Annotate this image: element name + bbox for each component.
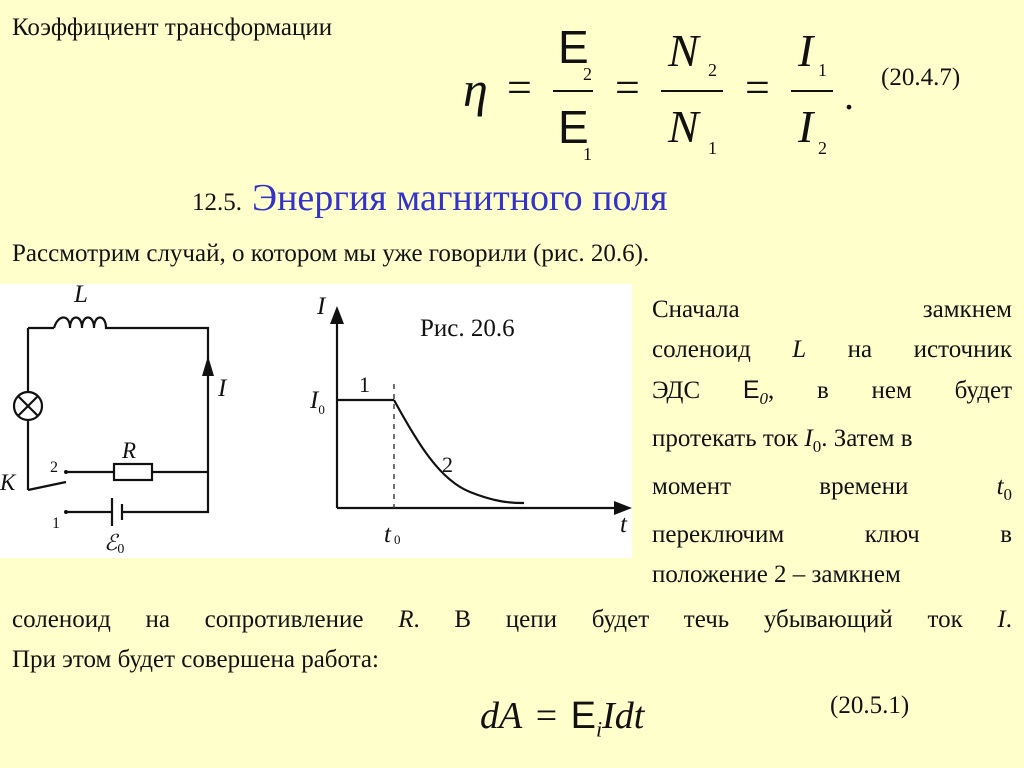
- section-title: Энергия магнитного поля: [252, 177, 668, 219]
- section-number: 12.5.: [192, 189, 242, 216]
- section-heading: [192, 176, 667, 220]
- formula-20-5-1: dA = $Е_iIdt$: [480, 695, 645, 742]
- graph-decay-curve: [394, 400, 524, 503]
- n-denominator-sub: 1: [708, 138, 717, 158]
- right-line: переключим ключ в: [652, 521, 1012, 548]
- emf-denominator-sub: 1: [583, 144, 592, 164]
- right-line: соленоид L на источник: [652, 336, 1013, 363]
- figure-caption: Рис. 20.6: [420, 315, 515, 342]
- graph-segment-1-label: 1: [359, 372, 370, 397]
- label-emf: ℰ0: [104, 530, 125, 557]
- right-line: Сначала замкнем: [652, 296, 1012, 323]
- i-denominator-sub: 2: [818, 138, 827, 158]
- emf-denominator: Е: [558, 101, 589, 153]
- fraction-bar: [553, 90, 593, 92]
- n-denominator: N: [668, 101, 699, 152]
- graph-y-label: I: [317, 293, 326, 320]
- eta-symbol: η: [463, 61, 488, 117]
- current-arrow-icon: [202, 356, 214, 376]
- i-denominator: I: [798, 101, 814, 152]
- inductor-coil-icon: [54, 318, 112, 329]
- equals-sign: =: [745, 63, 770, 112]
- equals-sign: =: [507, 63, 532, 112]
- label-I: I: [218, 375, 227, 402]
- label-K: K: [0, 470, 16, 495]
- formula-number: (20.4.7): [881, 64, 961, 91]
- graph-x-label: t: [620, 511, 627, 538]
- emf-numerator: Е: [558, 21, 589, 73]
- emf-numerator-sub: 2: [583, 64, 592, 84]
- n-numerator-sub: 2: [708, 60, 717, 80]
- right-line: ЭДС $Е_0$, в нем будет: [652, 376, 1012, 408]
- lamp-cross-icon: [18, 396, 38, 416]
- switch-lever-icon: [28, 482, 66, 490]
- figure-drawing: [0, 284, 632, 558]
- switch-contact-2: [64, 470, 68, 474]
- coef-label: Коэффициент трансформации: [12, 14, 333, 41]
- graph-I0-label: $I_0$: [310, 387, 325, 417]
- formula-20-4-7: [455, 18, 875, 168]
- bottom-line: соленоид на сопротивление R. В цепи будет течь убывающий ток I.: [12, 606, 1012, 633]
- right-line: положение 2 – замкнем: [652, 561, 901, 588]
- battery-plates-icon: [112, 498, 122, 526]
- y-axis-arrow-icon: [330, 306, 344, 324]
- right-line: момент времени $t_0$: [652, 473, 1013, 504]
- wire-battery-right: [122, 484, 208, 512]
- right-paragraph: [652, 290, 1012, 595]
- label-pos-2: 2: [50, 459, 58, 476]
- bottom-paragraph: [12, 600, 1012, 680]
- switch-contact-1: [64, 510, 68, 514]
- label-pos-1: 1: [52, 515, 60, 532]
- formula-number: (20.5.1): [830, 692, 910, 719]
- graph-segment-2-label: 2: [442, 452, 453, 477]
- i-numerator: I: [798, 25, 814, 76]
- fraction-bar: [661, 90, 723, 92]
- right-line: протекать ток $I_0$. Затем в: [652, 425, 913, 456]
- intro-text: Рассмотрим случай, о котором мы уже говорили (рис. 20.6).: [12, 240, 650, 267]
- label-L: L: [74, 284, 88, 308]
- graph-t0-label: t 0: [384, 521, 401, 548]
- resistor-icon: [114, 464, 152, 480]
- period: .: [844, 73, 854, 118]
- equals-sign: =: [615, 63, 640, 112]
- label-R: R: [122, 438, 137, 463]
- bottom-line: При этом будет совершена работа:: [12, 646, 379, 673]
- i-numerator-sub: 1: [818, 60, 827, 80]
- n-numerator: N: [668, 25, 699, 76]
- fraction-bar: [791, 90, 833, 92]
